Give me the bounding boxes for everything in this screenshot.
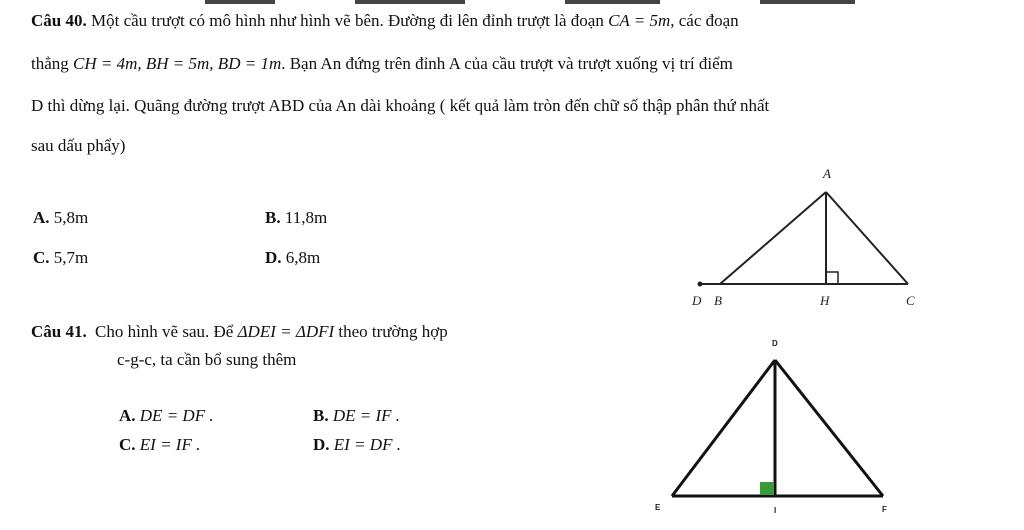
triangle-figure (645, 332, 905, 528)
q40-option-a[interactable]: A. 5,8m (33, 208, 89, 227)
cropped-text-remnant (355, 0, 465, 4)
point-d (698, 282, 703, 287)
q41-line-1: Câu 41. Cho hình vẽ sau. Để ΔDEI = ΔDFI theo trường hợp (31, 322, 448, 341)
right-angle-mark (760, 482, 774, 495)
right-angle-mark (826, 272, 838, 284)
cropped-text-remnant (565, 0, 660, 4)
label-d: D (692, 293, 702, 308)
segment-de (672, 360, 775, 496)
label-c: C (906, 293, 915, 308)
segment-ab (720, 192, 826, 284)
segment-df (775, 360, 883, 496)
q40-option-c[interactable]: C. 5,7m (33, 248, 89, 267)
q40-number: Câu 40. (31, 11, 87, 30)
segment-ac (826, 192, 908, 284)
label-a: A (823, 166, 831, 181)
label-h: H (820, 293, 830, 308)
q41-option-c[interactable]: C. EI = IF . (119, 435, 201, 454)
slide-figure (680, 162, 930, 322)
q40-line-2: thẳng CH = 4m, BH = 5m, BD = 1m. Bạn An đứng trên đỉnh A của cầu trượt và trượt xuống vị trí điểm (31, 54, 733, 73)
triangle-def (672, 360, 883, 496)
q40-option-d[interactable]: D. 6,8m (265, 248, 321, 267)
label-b: B (714, 293, 722, 308)
q40-line-4: sau dấu phẩy) (31, 136, 126, 155)
q40-option-b[interactable]: B. 11,8m (265, 208, 328, 227)
q41-option-d[interactable]: D. EI = DF . (313, 435, 401, 454)
q40-line-3: D thì dừng lại. Quãng đường trượt ABD của An dài khoảng ( kết quả làm tròn đến chữ số thập phân thứ nhất (31, 96, 770, 115)
cropped-text-remnant (760, 0, 855, 4)
label-d: D (772, 339, 778, 348)
q41-option-a[interactable]: A. DE = DF . (119, 406, 214, 425)
slide-triangle (700, 192, 908, 284)
q41-number: Câu 41. (31, 322, 87, 341)
q40-line-1: Câu 40. Một cầu trượt có mô hình như hình vẽ bên. Đường đi lên đỉnh trượt là đoạn CA = 5m, các đoạn (31, 11, 739, 30)
q41-line-2: c-g-c, ta cần bổ sung thêm (117, 350, 297, 369)
cropped-text-remnant (205, 0, 275, 4)
label-i: I (774, 506, 777, 515)
q41-option-b[interactable]: B. DE = IF . (313, 406, 401, 425)
label-f: F (882, 505, 887, 514)
label-e: E (655, 503, 661, 512)
